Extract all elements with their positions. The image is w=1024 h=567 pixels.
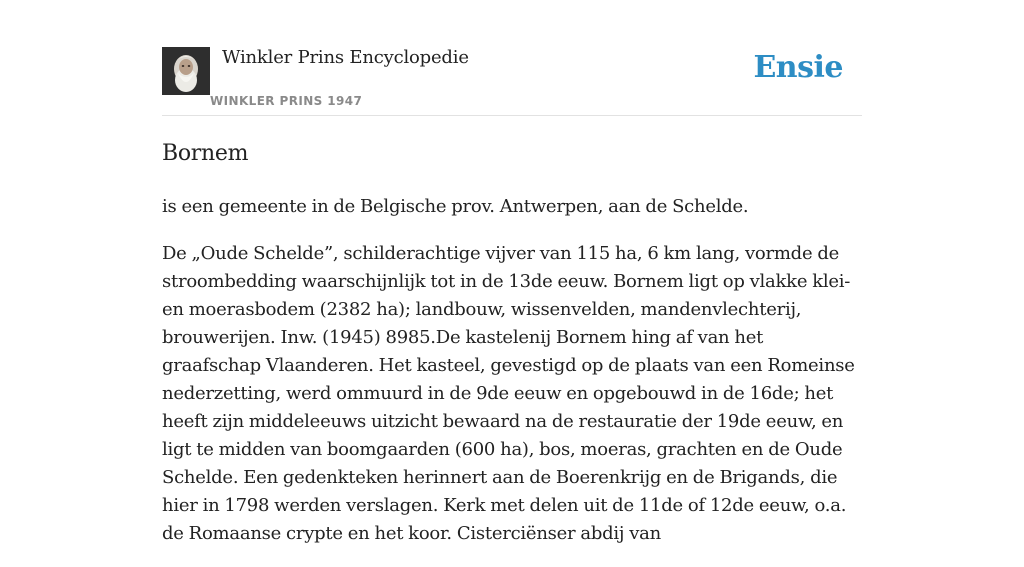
article-title: Bornem — [162, 141, 249, 166]
portrait-icon[interactable] — [162, 47, 210, 95]
source-header — [162, 44, 862, 116]
brand-logo[interactable]: Ensie — [753, 50, 843, 85]
source-edition: WINKLER PRINS 1947 — [210, 94, 363, 108]
article-paragraph: De „Oude Schelde”, schilderachtige vijver van 115 ha, 6 km lang, vormde de stroombedding waarschijnlijk tot in de 13de eeuw. Bornem ligt op vlakke klei- en moerasbodem (2382 ha); landbouw, wissenvelden, mandenvlechterij, brouwerijen. Inw. (1945) 8985.De kastelenij Bornem hing af van het graafschap Vlaanderen. Het kasteel, gevestigd op de plaats van een Romeinse nederzetting, werd ommuurd in de 9de eeuw en opgebouwd in de 16de; het heeft zijn middeleeuws uitzicht bewaard na de restauratie der 19de eeuw, en ligt te midden van boomgaarden (600 ha), bos, moeras, grachten en de Oude Schelde. Een gedenkteken herinnert aan de Boerenkrijg en de Brigands, die hier in 1798 werden verslagen. Kerk met delen uit de 11de of 12de eeuw, o.a. de Romaanse crypte en het koor. Cisterciënser abdij van — [162, 243, 855, 544]
article-paragraph: is een gemeente in de Belgische prov. Antwerpen, aan de Schelde. — [162, 196, 749, 217]
article-body — [162, 193, 862, 567]
source-name[interactable]: Winkler Prins Encyclopedie — [222, 47, 469, 68]
